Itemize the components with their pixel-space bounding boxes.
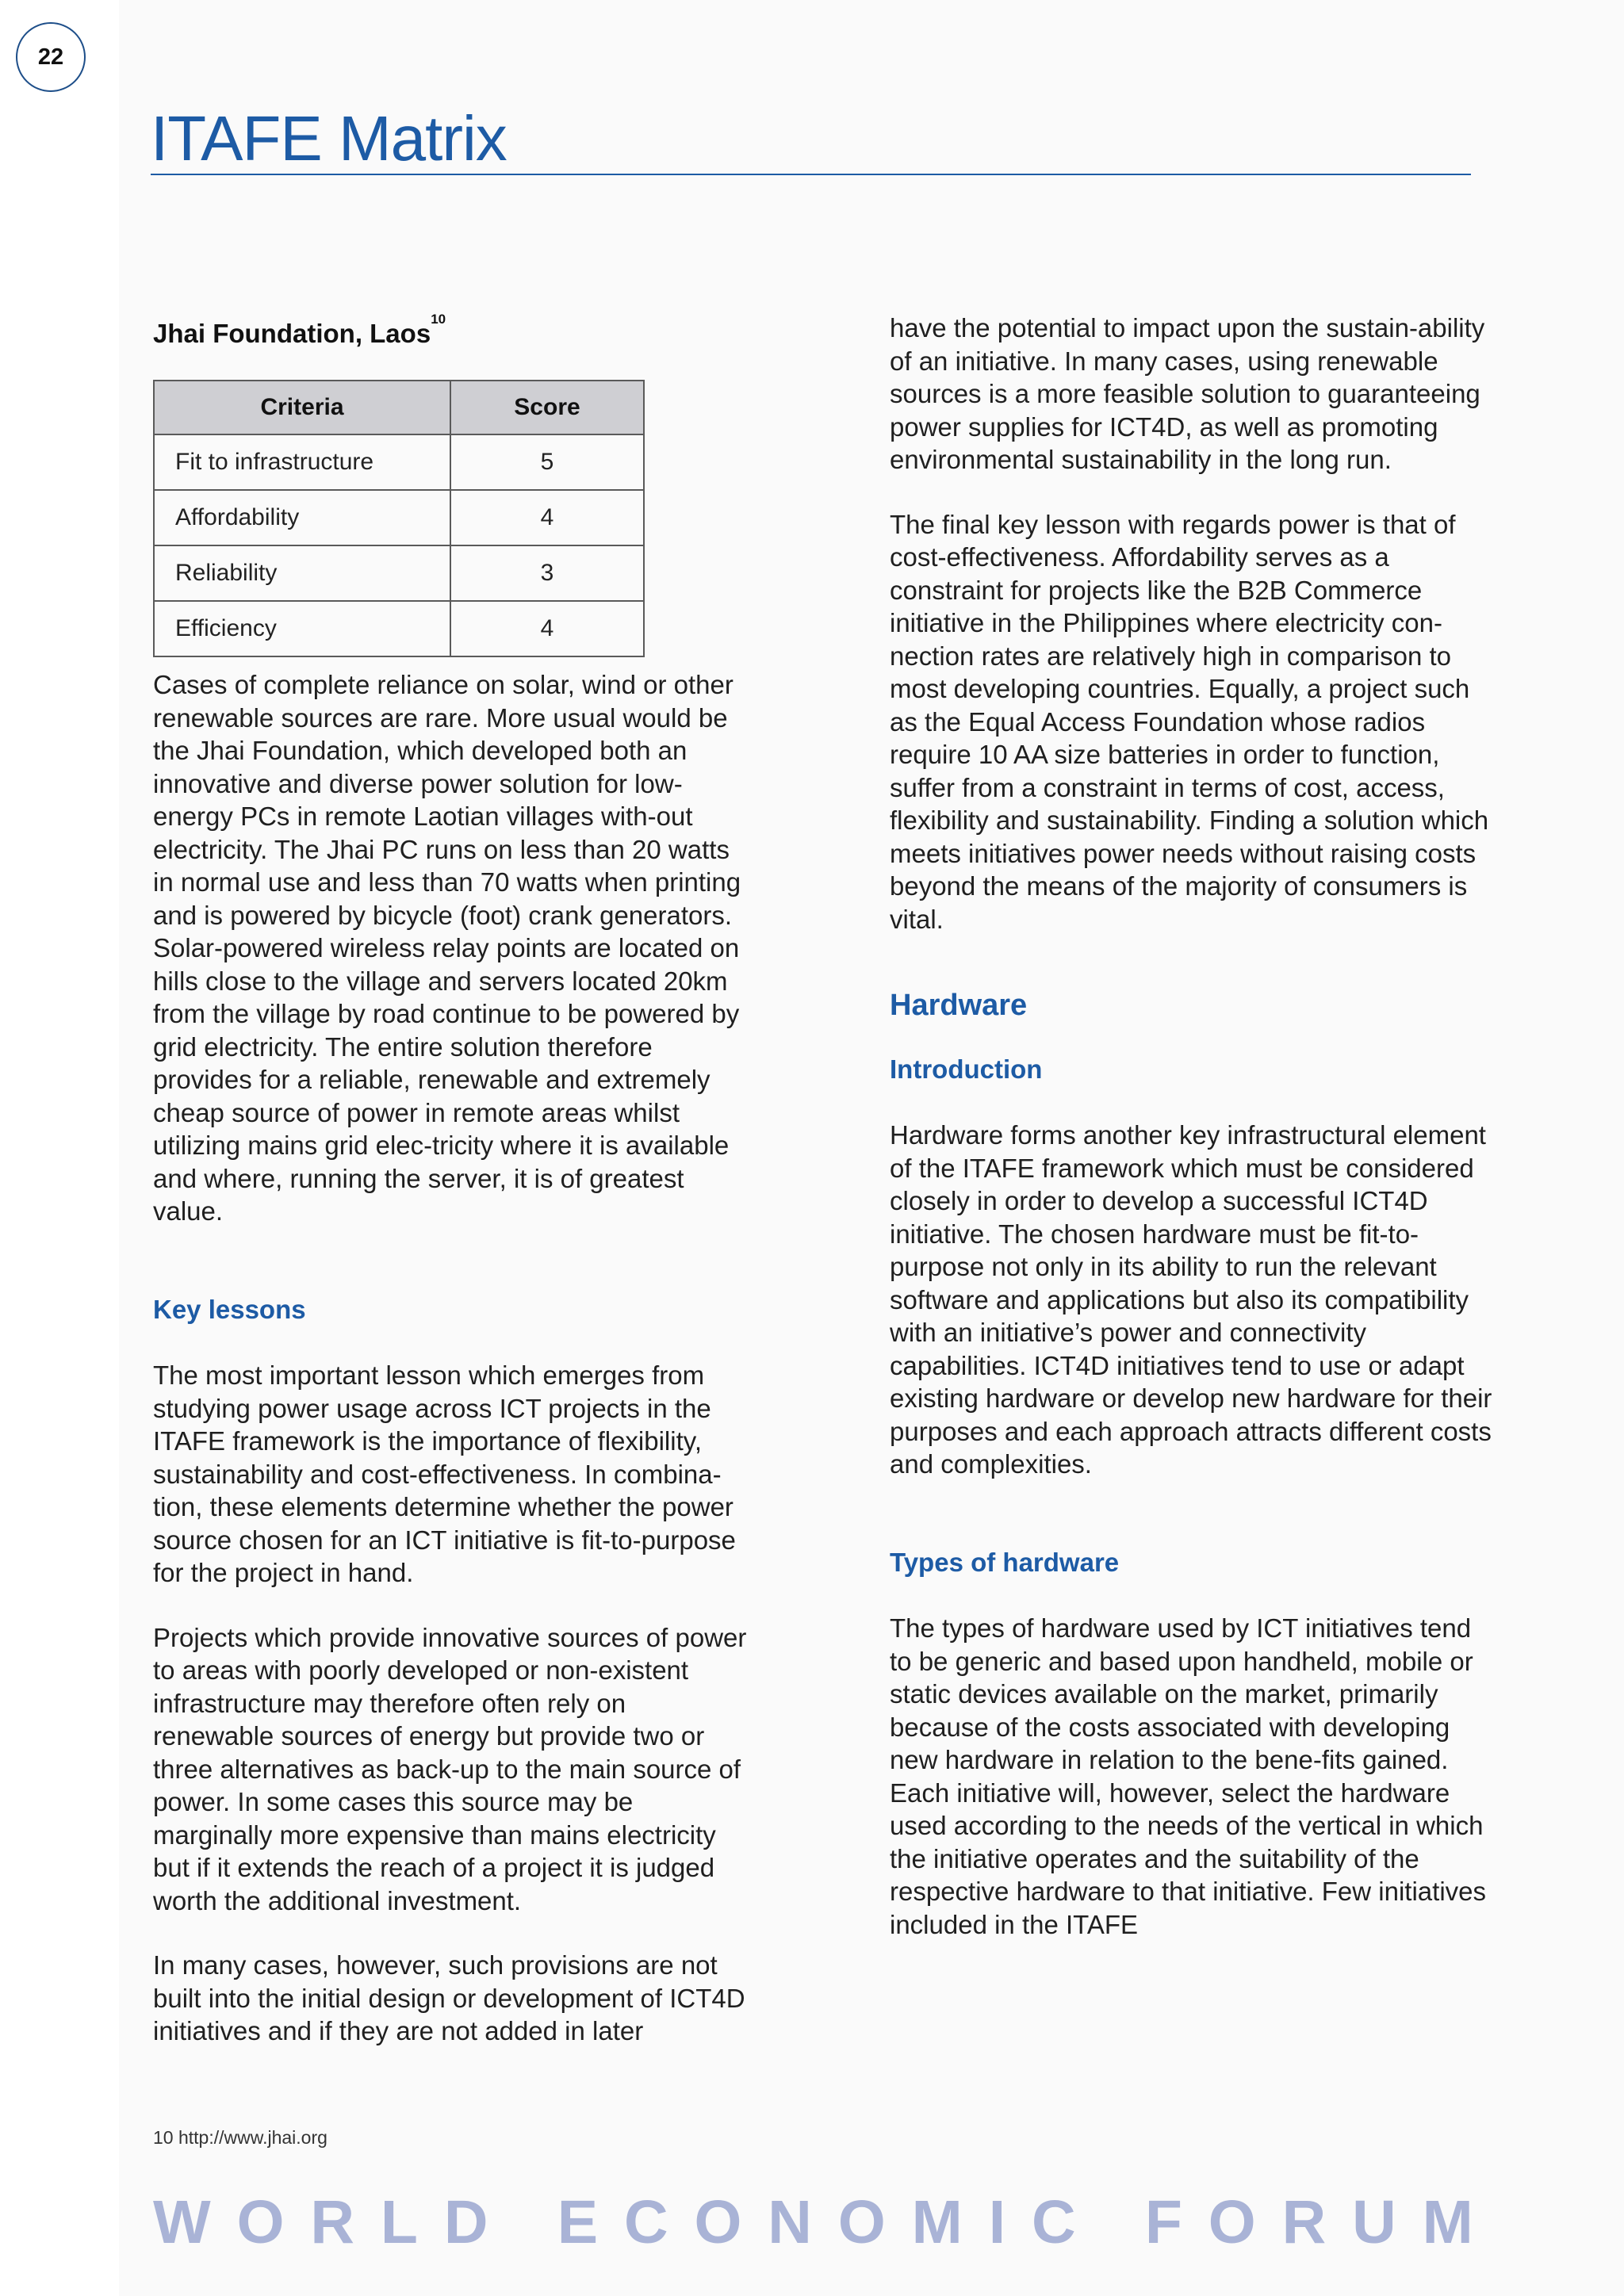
key-lessons-paragraph: In many cases, however, such provisions are not built into the initial design or development of ICT4D initiatives and if they are not added in later (153, 1950, 745, 2045)
criteria-cell: Fit to infrastructure (154, 434, 450, 490)
table-row (154, 545, 644, 601)
footer-letter: C (1032, 2188, 1076, 2256)
footer-space (514, 2192, 530, 2253)
footer-letter: L (380, 2188, 418, 2256)
types-of-hardware-body: The types of hardware used by ICT initiatives tend to be generic and based upon handheld, mobile or static devices available on the market, primarily because of the costs associated with developing new hardware in relation to the bene-fits gained. Each initiative will, however, select the hardware used according to the needs of the vertical in which the initiative operates and the suitability of the respective hardware to that initiative. Few initiatives included in the ITAFE (890, 1613, 1487, 1939)
footer-letter: N (768, 2188, 812, 2256)
types-of-hardware-heading: Types of hardware (890, 1547, 1120, 1577)
criteria-cell: Efficiency (154, 601, 450, 656)
introduction-heading: Introduction (890, 1054, 1043, 1084)
footer-space (1102, 2192, 1119, 2253)
case-study-title: Jhai Foundation, Laos$^{10}$ (153, 312, 446, 348)
score-cell: 5 (450, 434, 644, 490)
footer-letter: I (988, 2188, 1006, 2256)
title-underline (151, 174, 1471, 175)
footnote-marker: 10 (431, 312, 446, 327)
footer-letter: U (1352, 2188, 1396, 2256)
left-column (153, 312, 748, 2048)
page-number-badge (16, 22, 86, 92)
footer-brand (153, 2188, 1473, 2256)
table-header-criteria: Criteria (154, 381, 450, 434)
page-number: 22 (37, 44, 64, 70)
footer-letter: C (623, 2188, 668, 2256)
key-lessons-paragraph: Projects which provide innovative sources of power to areas with poorly developed or non-existent infrastructure may therefore often rely on renewable sources of energy but provide two or three alternatives as back-up to the main source of power. In some cases this source may be marginally more expensive than mains electricity but if it extends the reach of a project it is judged worth the additional investment. (153, 1622, 747, 1915)
table-row (154, 601, 644, 656)
footer-letter: D (443, 2188, 488, 2256)
page-title: ITAFE Matrix (151, 103, 507, 174)
footer-letter: W (153, 2188, 211, 2256)
footer-letter: M (1422, 2188, 1473, 2256)
power-continued-paragraph: have the potential to impact upon the sustain-ability of an initiative. In many cases, using renewable sources is a more feasible solution to guaranteeing power supplies for ICT4D, as well as promoting environmental sustainability in the long run. (890, 313, 1485, 474)
table-row (154, 434, 644, 490)
footer-letter: O (236, 2188, 285, 2256)
footnote: 10 http://www.jhai.org (153, 2127, 327, 2148)
key-lessons-paragraph: The most important lesson which emerges from studying power usage across ICT projects in the ITAFE framework is the importance of flexibility, sustainability and cost-effectiveness. In combina-tion, these elements determine whether the power source chosen for an ICT initiative is fit-to-purpose for the project in hand. (153, 1360, 736, 1587)
hardware-heading: Hardware (890, 989, 1028, 1022)
criteria-cell: Reliability (154, 545, 450, 601)
footer-letter: O (837, 2188, 886, 2256)
score-cell: 3 (450, 545, 644, 601)
footer-letter: R (1281, 2188, 1327, 2256)
introduction-body: Hardware forms another key infrastructural element of the ITAFE framework which must be considered closely in order to develop a successful ICT4D initiative. The chosen hardware must be fit-to-purpose not only in its ability to run the relevant software and applications but also its compatibility with an initiative’s power and connectivity capabilities. ICT4D initiatives tend to use or adapt existing hardware or develop new hardware for their purposes and each approach attracts different costs and complexities. (890, 1120, 1492, 1479)
score-cell: 4 (450, 490, 644, 545)
footer-letter: M (911, 2188, 963, 2256)
footer-letter: O (694, 2188, 742, 2256)
criteria-cell: Affordability (154, 490, 450, 545)
footer-letter: R (310, 2188, 355, 2256)
footer-letter: E (557, 2188, 599, 2256)
table-row (154, 490, 644, 545)
footer-letter: O (1208, 2188, 1256, 2256)
cost-effectiveness-paragraph: The final key lesson with regards power is that of cost-effectiveness. Affordability serves as a constraint for projects like the B2B Commerce initiative in the Philippines where electricity con-nection rates are relatively high in comparison to most developing countries. Equally, a project such as the Equal Access Foundation whose radios require 10 AA size batteries in order to function, suffer from a constraint in terms of cost, access, flexibility and sustainability. Finding a solution which meets initiatives power needs without raising costs beyond the means of the majority of consumers is vital. (890, 509, 1489, 934)
score-table (153, 380, 645, 657)
table-header-score: Score (450, 381, 644, 434)
key-lessons-heading: Key lessons (153, 1294, 306, 1324)
footer-letter: F (1144, 2188, 1182, 2256)
case-study-body: Cases of complete reliance on solar, wind or other renewable sources are rare. More usual would be the Jhai Foundation, which developed both an innovative and diverse power solution for low-energy PCs in remote Laotian villages with-out electricity. The Jhai PC runs on less than 20 watts in normal use and less than 70 watts when printing and is powered by bicycle (foot) crank generators. Solar-powered wireless relay points are located on hills close to the village and servers located 20km from the village by road continue to be powered by grid electricity. The entire solution therefore provides for a reliable, renewable and extremely cheap source of power in remote areas whilst utilizing mains grid elec-tricity where it is available and where, running the server, it is of greatest value. (153, 670, 741, 1226)
score-cell: 4 (450, 601, 644, 656)
table-header-row (154, 381, 644, 434)
right-column (890, 312, 1492, 1941)
